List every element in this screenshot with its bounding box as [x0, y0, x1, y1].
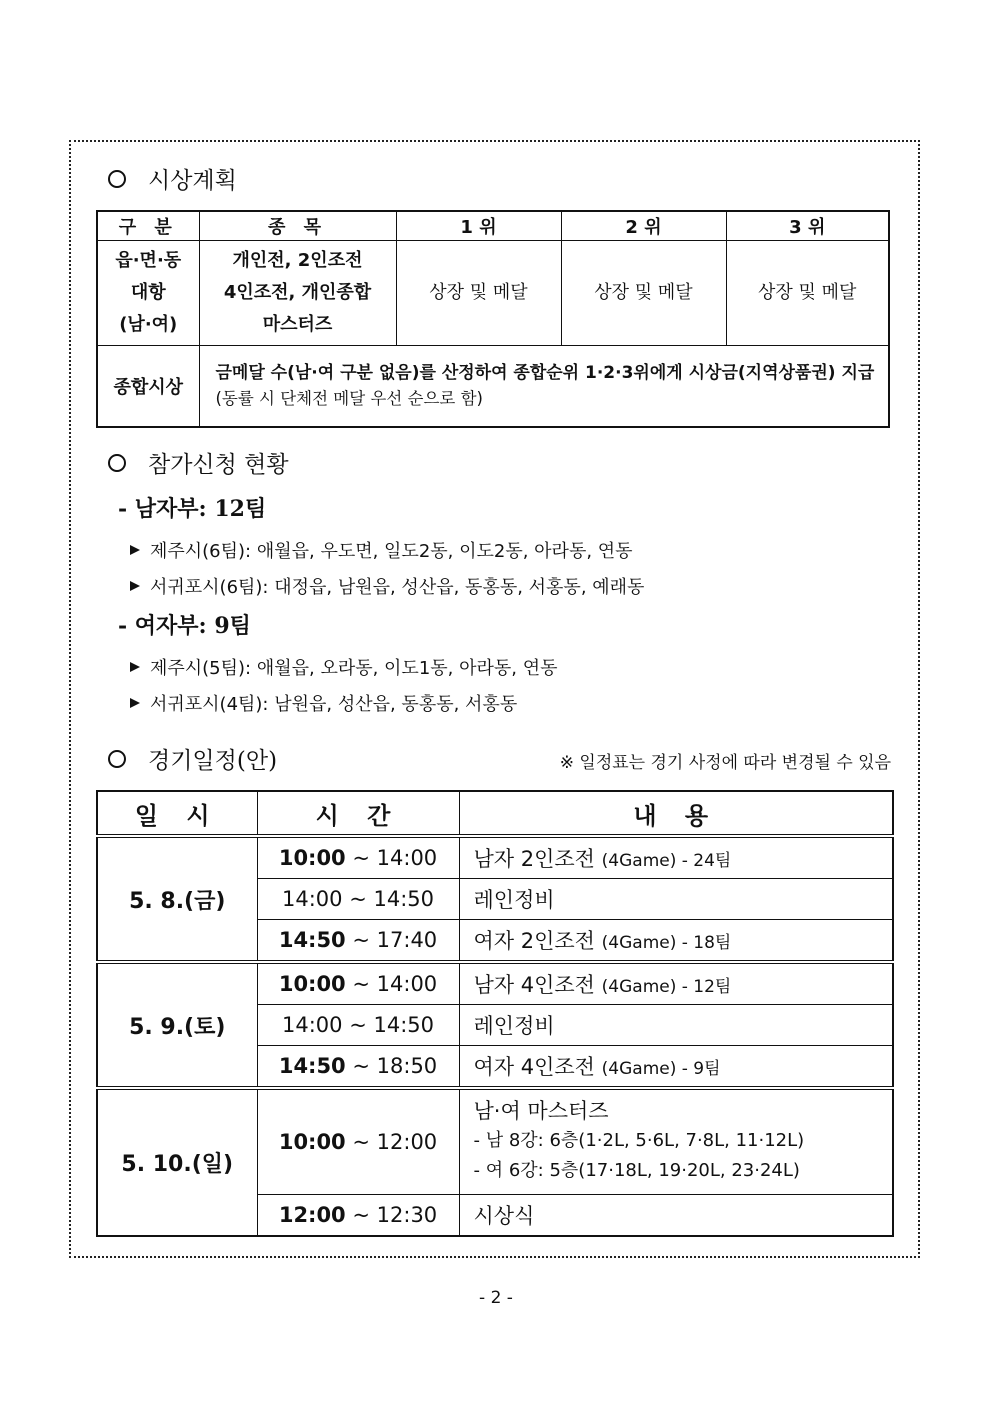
schedule-date: 5. 8.(금): [97, 836, 257, 962]
schedule-time: 14:50 ~ 18:50: [257, 1046, 459, 1089]
schedule-content: 남자 2인조전 (4Game) - 24팀: [459, 836, 893, 879]
circle-bullet-icon: [108, 170, 126, 188]
schedule-header-row: [97, 791, 893, 836]
entry-section-title: 참가신청 현황: [108, 446, 289, 479]
schedule-time: 14:50 ~ 17:40: [257, 920, 459, 963]
award-row-town: [97, 241, 889, 346]
men-division-title: - 남자부: 12팀: [118, 496, 267, 522]
award-header-event: 종 목: [199, 211, 396, 241]
schedule-row: [97, 1088, 893, 1195]
schedule-row: [97, 962, 893, 1005]
triangle-bullet-icon: [130, 698, 140, 708]
award-prize-second: 상장 및 메달: [561, 241, 726, 346]
schedule-time: 10:00 ~ 14:00: [257, 962, 459, 1005]
men-entry-seogwipo: 서귀포시(6팀): 대정읍, 남원읍, 성산읍, 동홍동, 서홍동, 예래동: [130, 573, 644, 599]
schedule-header-content: 내 용: [459, 791, 893, 836]
schedule-row: [97, 836, 893, 879]
schedule-time: 14:00 ~ 14:50: [257, 1005, 459, 1046]
schedule-content: 남·여 마스터즈 - 남 8강: 6층(1·2L, 5·6L, 7·8L, 11·12L) - 여 6강: 5층(17·18L, 19·20L, 23·24L): [459, 1088, 893, 1195]
schedule-header-time: 시 간: [257, 791, 459, 836]
triangle-bullet-icon: [130, 581, 140, 591]
circle-bullet-icon: [108, 750, 126, 768]
triangle-bullet-icon: [130, 545, 140, 555]
schedule-content: 시상식: [459, 1195, 893, 1237]
page-number: - 2 -: [479, 1288, 513, 1308]
triangle-bullet-icon: [130, 662, 140, 672]
award-header-third: 3 위: [726, 211, 889, 241]
award-division-overall: 종합시상: [97, 346, 199, 428]
schedule-time: 10:00 ~ 14:00: [257, 836, 459, 879]
award-overall-note: 금메달 수(남·여 구분 없음)를 산정하여 종합순위 1·2·3위에게 시상금(지역상품권) 지급 (동률 시 단체전 메달 우선 순으로 함): [199, 346, 889, 428]
schedule-time: 12:00 ~ 12:30: [257, 1195, 459, 1237]
circle-bullet-icon: [108, 454, 126, 472]
schedule-time: 10:00 ~ 12:00: [257, 1088, 459, 1195]
schedule-section-title: 경기일정(안): [108, 742, 277, 775]
award-events: 개인전, 2인조전 4인조전, 개인종합 마스터즈: [199, 241, 396, 346]
women-entry-jeju: 제주시(5팀): 애월읍, 오라동, 이도1동, 아라동, 연동: [130, 654, 558, 680]
schedule-date: 5. 10.(일): [97, 1088, 257, 1236]
award-header-row: [97, 211, 889, 241]
schedule-content: 레인정비: [459, 1005, 893, 1046]
award-table: [96, 210, 890, 428]
schedule-content: 남자 4인조전 (4Game) - 12팀: [459, 962, 893, 1005]
schedule-table: [96, 790, 894, 1237]
award-header-first: 1 위: [396, 211, 561, 241]
women-division-title: - 여자부: 9팀: [118, 613, 251, 639]
schedule-content: 여자 4인조전 (4Game) - 9팀: [459, 1046, 893, 1089]
schedule-header-date: 일 시: [97, 791, 257, 836]
award-prize-third: 상장 및 메달: [726, 241, 889, 346]
men-entry-jeju: 제주시(6팀): 애월읍, 우도면, 일도2동, 이도2동, 아라동, 연동: [130, 537, 633, 563]
women-entry-seogwipo: 서귀포시(4팀): 남원읍, 성산읍, 동홍동, 서홍동: [130, 690, 517, 716]
award-row-overall: [97, 346, 889, 428]
schedule-date: 5. 9.(토): [97, 962, 257, 1088]
award-header-division: 구 분: [97, 211, 199, 241]
award-prize-first: 상장 및 메달: [396, 241, 561, 346]
award-division-town: 읍·면·동 대항 (남·여): [97, 241, 199, 346]
award-header-second: 2 위: [561, 211, 726, 241]
award-section-title: 시상계획: [108, 162, 237, 195]
schedule-content: 레인정비: [459, 879, 893, 920]
schedule-content: 여자 2인조전 (4Game) - 18팀: [459, 920, 893, 963]
schedule-time: 14:00 ~ 14:50: [257, 879, 459, 920]
schedule-notice: ※ 일정표는 경기 사정에 따라 변경될 수 있음: [559, 753, 891, 773]
